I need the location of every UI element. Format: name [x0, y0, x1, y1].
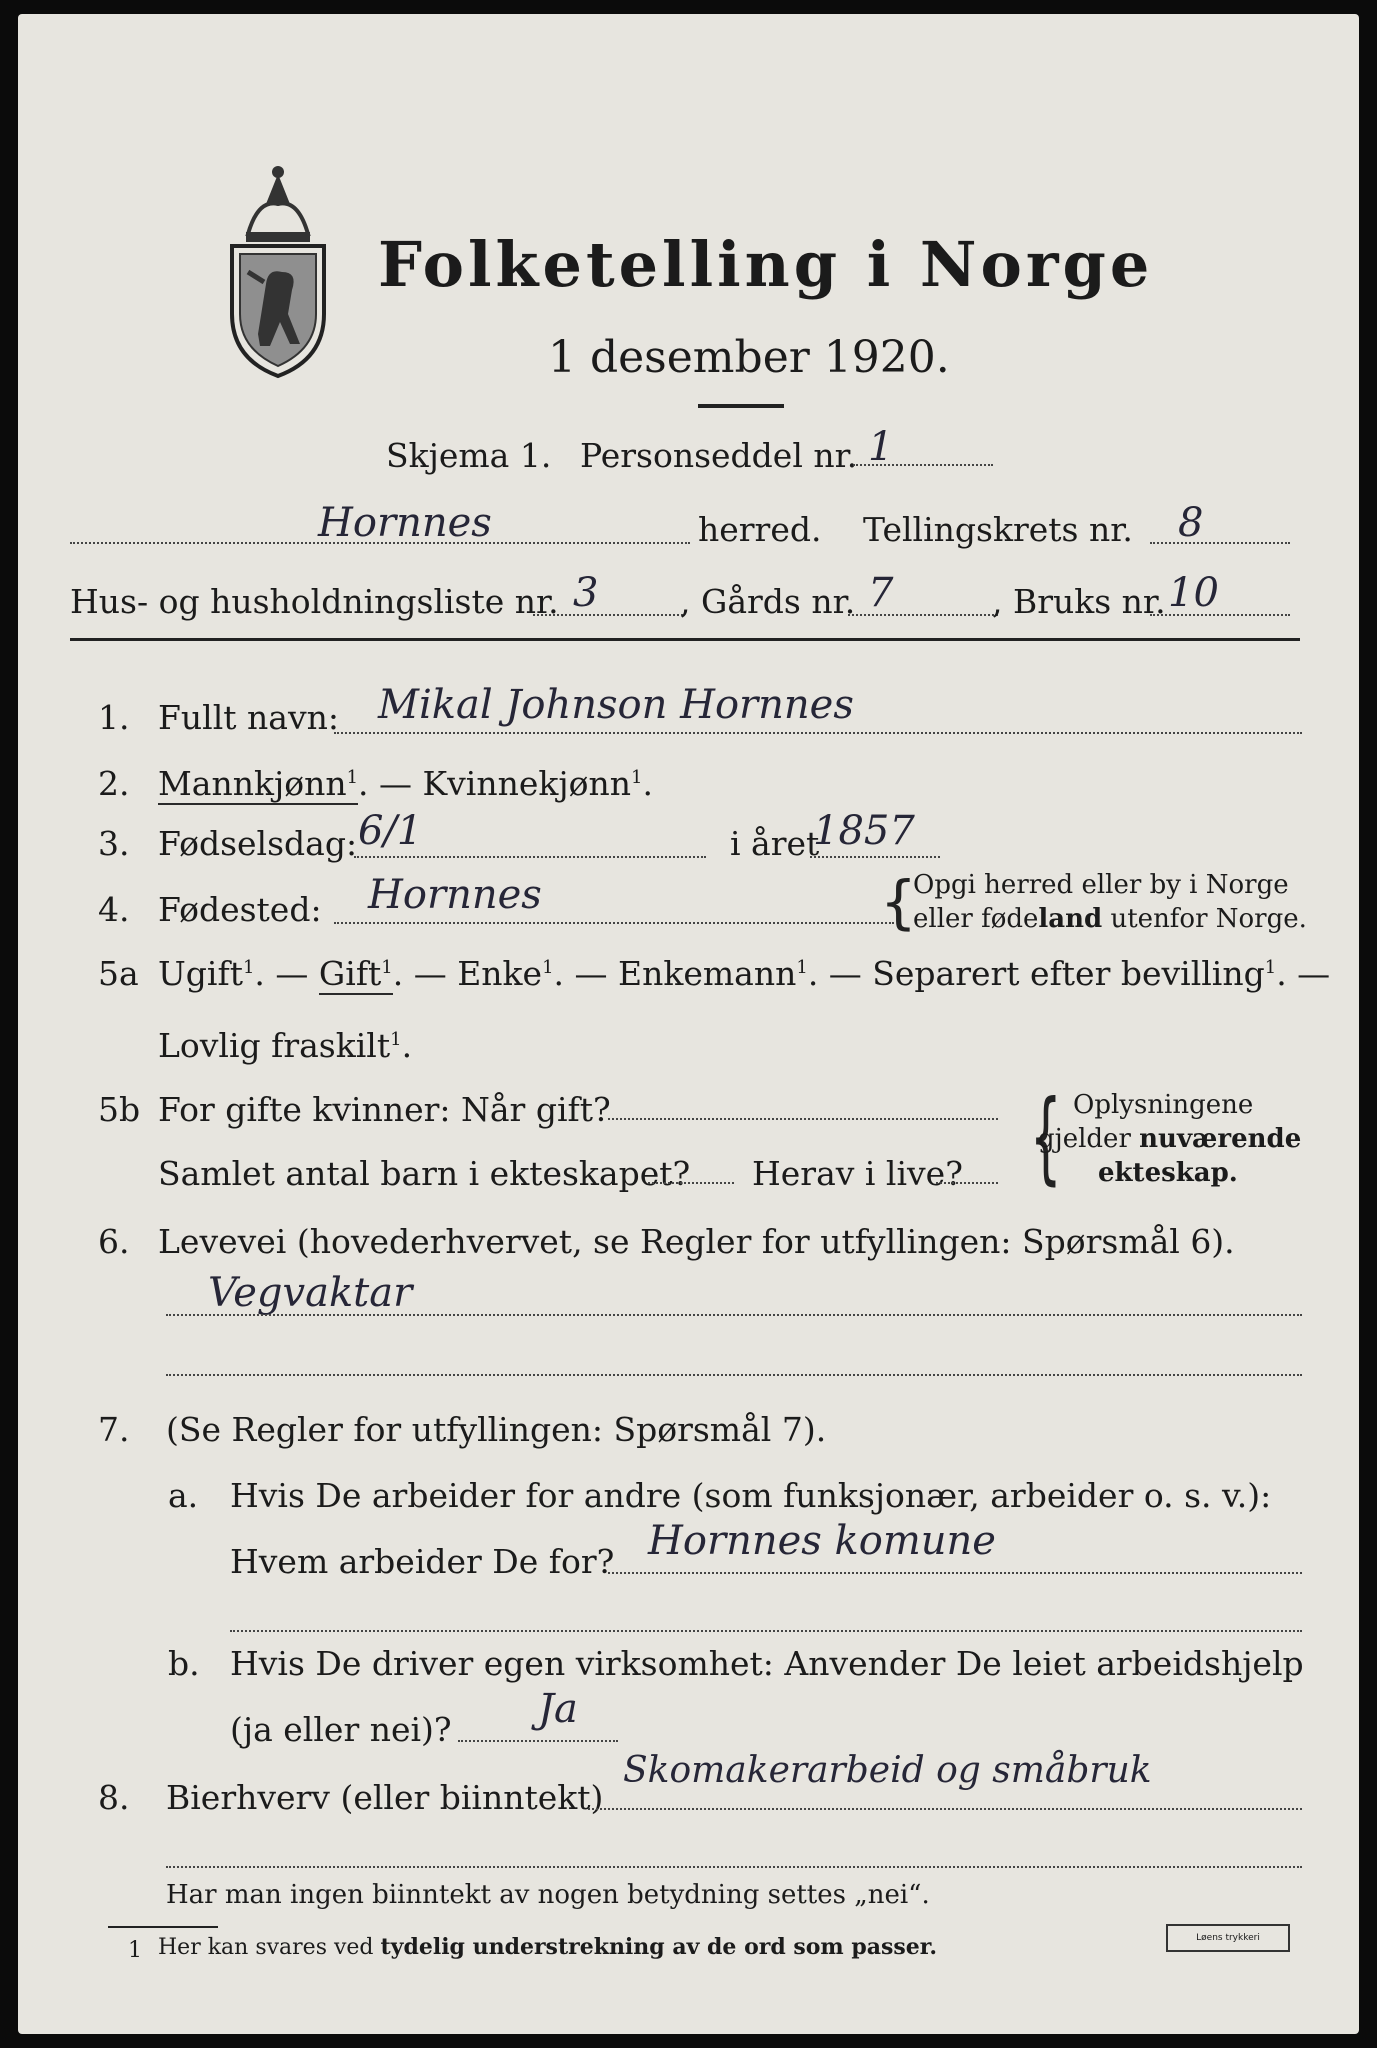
- tellingskrets-field-line: [1150, 542, 1290, 544]
- q3-label: Fødselsdag:: [158, 824, 358, 863]
- header-divider: [70, 638, 1300, 641]
- q4-value: Hornnes: [368, 872, 542, 918]
- q3-year-value: 1857: [813, 808, 915, 854]
- q7-number: 7.: [98, 1410, 130, 1449]
- bruks-value: 10: [1168, 570, 1219, 616]
- q8-number: 8.: [98, 1778, 130, 1817]
- q2-number: 2.: [98, 764, 130, 803]
- q7a-field-line: [608, 1572, 1302, 1574]
- q7a-line2: Hvem arbeider De for?: [230, 1542, 615, 1581]
- q5b-line2: Samlet antal barn i ekteskapet?: [158, 1154, 691, 1193]
- coat-of-arms-icon: [218, 164, 338, 384]
- q5b-married-line: [608, 1118, 998, 1120]
- q5b-alive-line: [936, 1182, 998, 1184]
- gards-label: , Gårds nr.: [680, 582, 856, 621]
- q7b-line2: (ja eller nei)?: [230, 1710, 452, 1749]
- q5a-number: 5a: [98, 954, 139, 993]
- q7b-letter: b.: [168, 1644, 200, 1683]
- q5b-children-line: [648, 1182, 734, 1184]
- gards-value: 7: [868, 570, 894, 616]
- q3-birthday-line: [354, 856, 706, 858]
- herred-label: herred.: [698, 510, 822, 549]
- tellingskrets-label: Tellingskrets nr.: [863, 510, 1133, 549]
- marital-gift-option: Gift$^1$: [318, 954, 393, 993]
- q8-value: Skomakerarbeid og småbruk: [623, 1750, 1152, 1791]
- q5b-brace: {: [1029, 1078, 1062, 1195]
- gender-female-option: Kvinnekjønn: [422, 764, 632, 803]
- q7a-letter: a.: [168, 1476, 199, 1515]
- personseddel-label: Personseddel nr.: [580, 436, 858, 475]
- q1-number: 1.: [98, 698, 130, 737]
- q5b-number: 5b: [98, 1090, 141, 1129]
- q6-value: Vegvaktar: [208, 1270, 413, 1316]
- q3-birthday-value: 6/1: [358, 808, 423, 854]
- gender-male-option: Mannkjønn$^1$: [158, 764, 359, 803]
- q1-label: Fullt navn:: [158, 698, 339, 737]
- husliste-value: 3: [573, 570, 599, 616]
- q5b-line2b: Herav i live?: [752, 1154, 963, 1193]
- q8-field-line2: [166, 1866, 1302, 1868]
- q4-note-line1: Opgi herred eller by i Norge: [913, 870, 1289, 900]
- q3-year-line: [810, 856, 940, 858]
- footnote-divider: [108, 1926, 218, 1928]
- husliste-label: Hus- og husholdningsliste nr.: [70, 582, 559, 621]
- footnote-text: Her kan svares ved tydelig understrekning av de ord som passer.: [158, 1934, 938, 1960]
- q6-label: Levevei (hovederhvervet, se Regler for utfyllingen: Spørsmål 6).: [158, 1222, 1235, 1261]
- q5b-note1: Oplysningene: [1073, 1090, 1254, 1120]
- q3-number: 3.: [98, 824, 130, 863]
- bruks-label: , Bruks nr.: [992, 582, 1166, 621]
- q6-number: 6.: [98, 1222, 130, 1261]
- census-date: 1 desember 1920.: [548, 332, 950, 383]
- herred-value: Hornnes: [318, 500, 492, 546]
- tellingskrets-value: 8: [1178, 500, 1204, 546]
- q6-field-line2: [166, 1374, 1302, 1376]
- q5b-line1: For gifte kvinner: Når gift?: [158, 1090, 611, 1129]
- q7b-field-line: [458, 1740, 618, 1742]
- q7b-value: Ja: [538, 1686, 578, 1732]
- q8-label: Bierhverv (eller biinntekt): [166, 1778, 604, 1817]
- q7-label: (Se Regler for utfyllingen: Spørsmål 7).: [166, 1410, 827, 1449]
- q7a-field-line2: [230, 1630, 1302, 1632]
- q3-year-label: i året: [730, 824, 820, 863]
- q5a-options: Ugift$^1$. — Gift$^1$. — Enke$^1$. — Enkemann$^1$. — Separert efter bevilling$^1$. —: [158, 954, 1331, 993]
- q1-value: Mikal Johnson Hornnes: [378, 682, 854, 728]
- census-form: [18, 14, 1359, 2034]
- q4-field-line: [334, 922, 894, 924]
- footer-note: Har man ingen biinntekt av nogen betydning settes „nei“.: [166, 1880, 930, 1910]
- q4-label: Fødested:: [158, 890, 322, 929]
- q5b-note2: gjelder nuværende: [1038, 1124, 1302, 1154]
- q7a-value: Hornnes komune: [648, 1518, 996, 1564]
- footnote-number: 1: [128, 1938, 142, 1963]
- q5b-note3: ekteskap.: [1098, 1158, 1238, 1188]
- title-divider: [698, 404, 784, 408]
- q5a-line2: Lovlig fraskilt$^1$.: [158, 1026, 413, 1065]
- q4-number: 4.: [98, 890, 130, 929]
- form-title: Folketelling i Norge: [378, 228, 1154, 301]
- q7a-line1: Hvis De arbeider for andre (som funksjonær, arbeider o. s. v.):: [230, 1476, 1272, 1515]
- personseddel-value: 1: [868, 424, 894, 470]
- printer-stamp: Løens trykkeri: [1166, 1924, 1290, 1952]
- husliste-field-line: [533, 614, 683, 616]
- q4-brace: {: [880, 868, 917, 936]
- q6-field-line1: [166, 1314, 1302, 1316]
- q8-field-line: [588, 1808, 1302, 1810]
- q1-field-line: [334, 732, 1302, 734]
- q4-note-line2: eller fødeland utenfor Norge.: [913, 904, 1307, 934]
- skjema-label: Skjema 1.: [386, 436, 552, 475]
- q2-options: Mannkjønn$^1$. — Kvinnekjønn$^1$.: [158, 764, 653, 803]
- q7b-line1: Hvis De driver egen virksomhet: Anvender De leiet arbeidshjelp: [230, 1644, 1304, 1683]
